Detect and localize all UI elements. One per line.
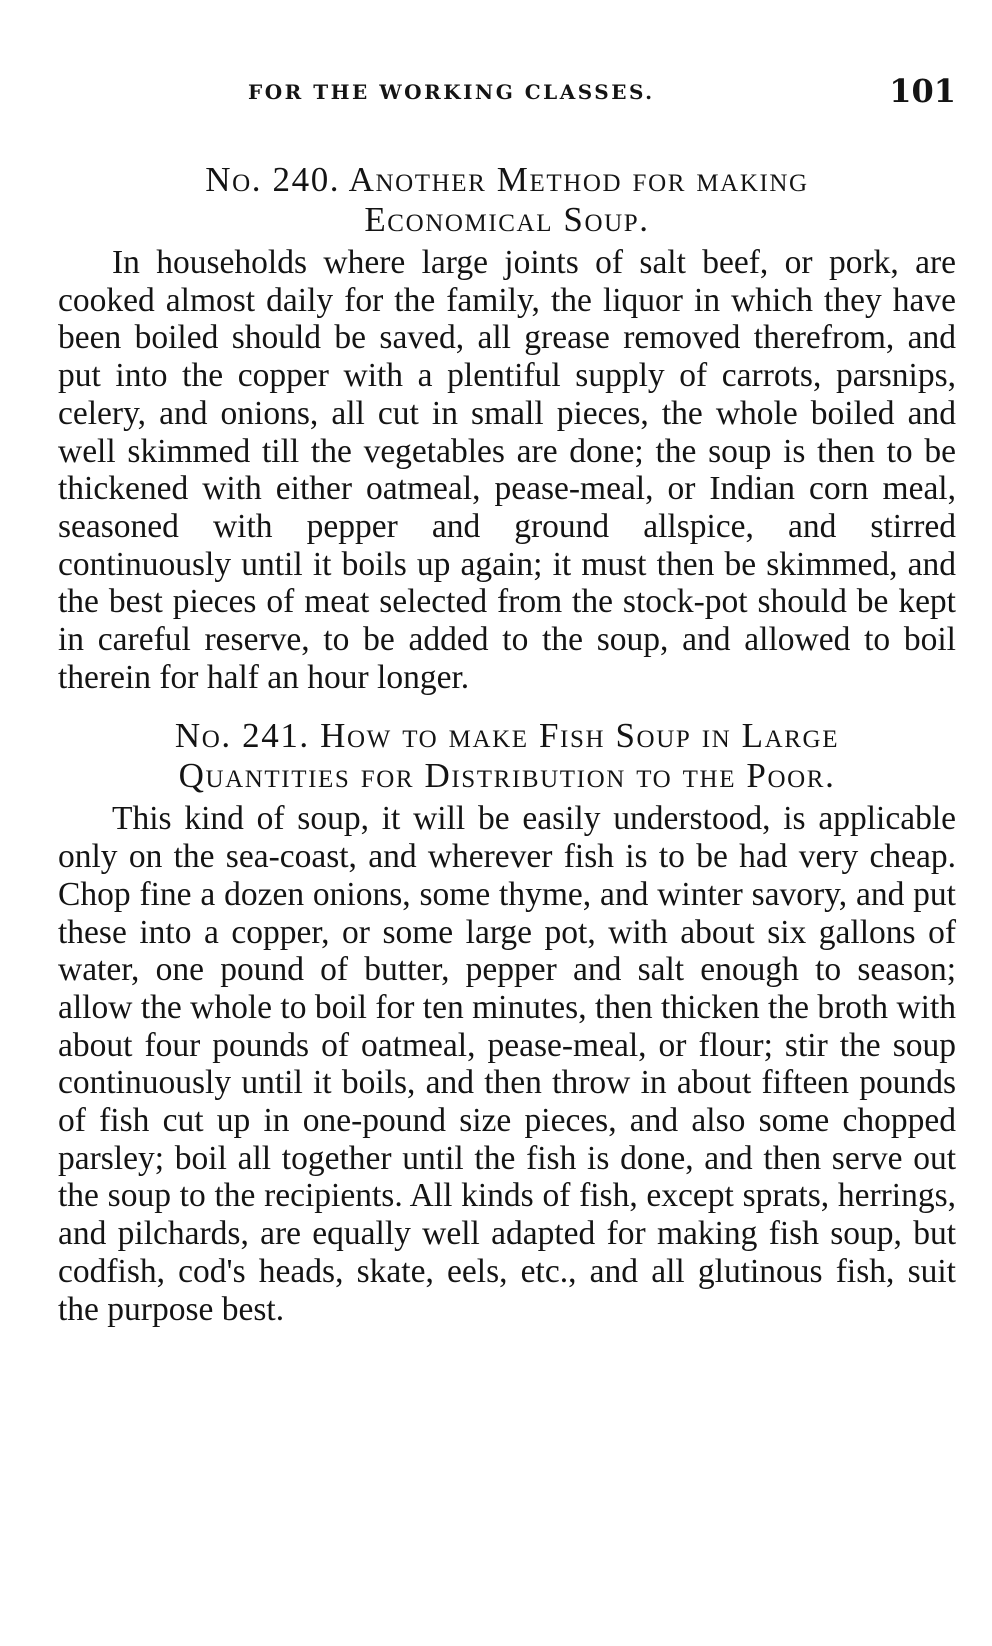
- page-number: 101: [889, 72, 956, 110]
- recipe-240-body: In households where large joints of salt beef, or pork, are cooked almost daily for the family, the liquor in which they have been boiled should be saved, all grease removed therefrom, and put into the copper with a plentiful supply of carrots, parsnips, celery, and onions, all cut in small pieces, the whole boiled and well skimmed till the vegetables are done; the soup is then to be thickened with either oatmeal, pease-meal, or Indian corn meal, seasoned with pepper and ground allspice, and stirred continuously until it boils up again; it must then be skimmed, and the best pieces of meat selected from the stock-pot should be kept in careful reserve, to be added to the soup, and allowed to boil therein for half an hour longer.: [58, 244, 956, 696]
- running-head: [58, 72, 956, 118]
- recipe-241-heading-line-2: Quantities for Distribution to the Poor.: [178, 756, 836, 796]
- recipe-241-body: This kind of soup, it will be easily understood, is applicable only on the sea-coast, and wherever fish is to be had very cheap. Chop fine a dozen onions, some thyme, and winter savory, and put these into a copper, or some large pot, with about six gallons of water, one pound of butter, pepper and salt enough to season; allow the whole to boil for ten minutes, then thicken the broth with about four pounds of oatmeal, pease-meal, or flour; stir the soup continuously until it boils, and then throw in about fifteen pounds of fish cut up in one-pound size pieces, and also some chopped parsley; boil all together until the fish is done, and then serve out the soup to the recipients. All kinds of fish, except sprats, herrings, and pilchards, are equally well adapted for making fish soup, but codfish, cod's heads, skate, eels, etc., and all glutinous fish, suit the purpose best.: [58, 800, 956, 1328]
- recipe-241-heading-line-1: No. 241. How to make Fish Soup in Large: [174, 716, 840, 756]
- recipe-240-heading-line-1: No. 240. Another Method for making: [205, 160, 809, 199]
- running-title: FOR THE WORKING CLASSES.: [248, 80, 655, 104]
- recipe-241-heading: [58, 716, 956, 796]
- recipe-240-heading: [58, 160, 956, 240]
- recipe-240-heading-line-2: Economical Soup.: [364, 200, 650, 239]
